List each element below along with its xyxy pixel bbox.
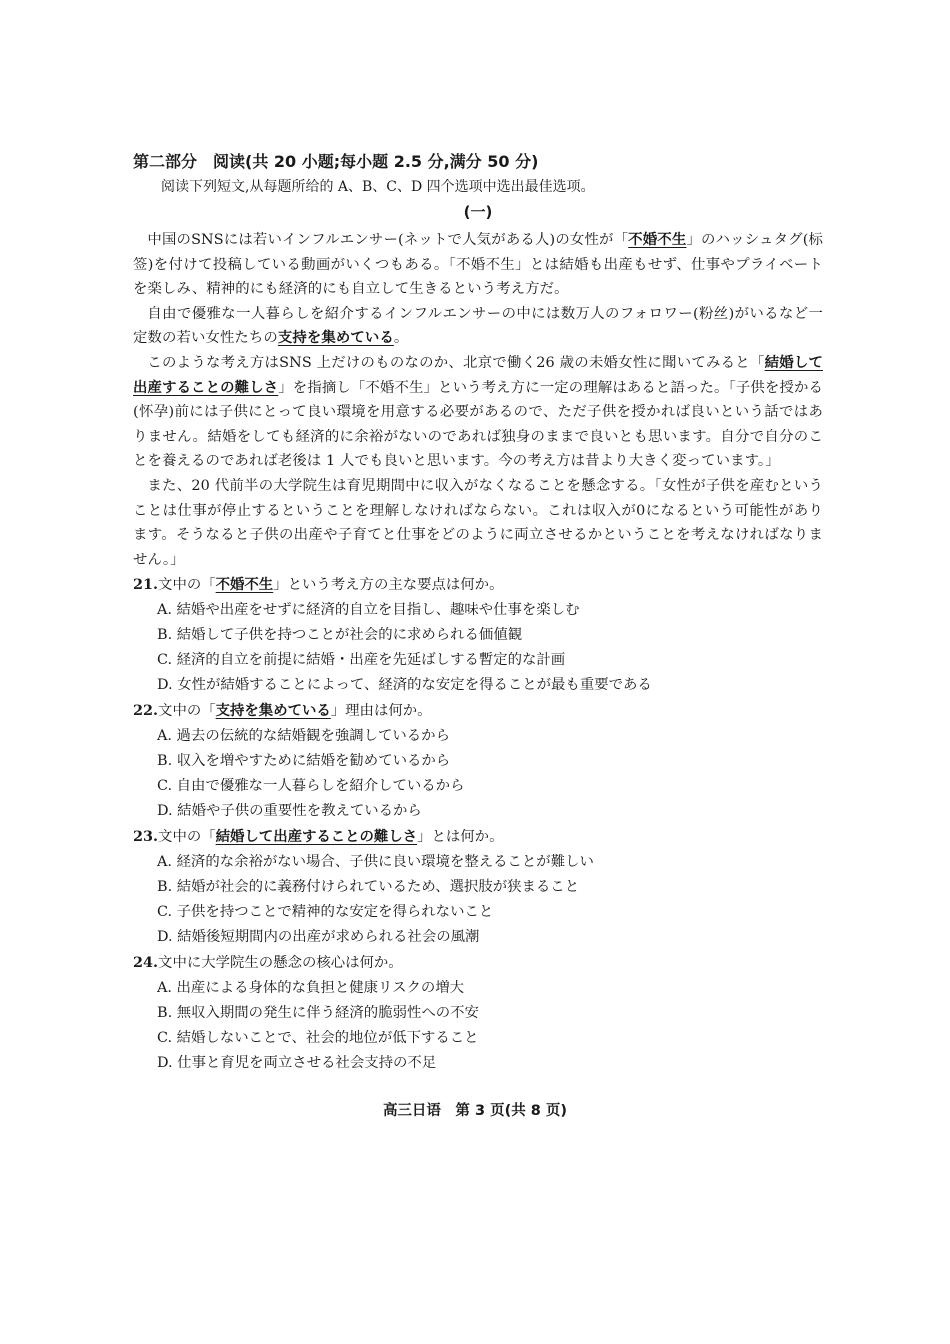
stem-text: 」という考え方の主な要点は何か。 [273, 577, 504, 594]
stem-text: 文中に大学院生の懸念の核心は何か。 [158, 955, 403, 972]
passage-paragraph [133, 302, 823, 351]
highlighted-term: 不婚不生 [628, 231, 687, 248]
passage-number: (一) [463, 203, 493, 221]
highlighted-term: 支持を集めている [277, 329, 394, 347]
question-number: 22. [133, 702, 159, 720]
option-d[interactable]: D. 結婚や子供の重要性を教えているから [157, 803, 422, 820]
option-b[interactable]: B. 無収入期間の発生に伴う経済的脆弱性への不安 [157, 1005, 479, 1022]
stem-text: 」とは何か。 [417, 829, 504, 846]
highlighted-term: 結婚して出産することの難しさ [133, 353, 823, 396]
reading-passage [133, 228, 823, 572]
question-number: 23. [133, 828, 159, 846]
highlighted-term: 不婚不生 [215, 576, 274, 594]
stem-text: 文中の「 [158, 703, 216, 720]
passage-paragraph [133, 228, 823, 302]
question-stem [133, 824, 823, 850]
option-c[interactable]: C. 経済的自立を前提に結婚・出産を先延ばしする暫定的な計画 [157, 652, 566, 669]
option-d[interactable]: D. 仕事と育児を両立させる社会支持の不足 [157, 1055, 437, 1072]
instructions: 阅读下列短文,从每题所给的 A、B、C、D 四个选项中选出最佳选项。 [161, 179, 595, 195]
question-number: 21. [133, 576, 159, 594]
question-number: 24. [133, 954, 159, 972]
highlighted-term: 結婚して出産することの難しさ [215, 828, 418, 846]
question-stem [133, 698, 823, 724]
question-24 [133, 950, 823, 1076]
passage-paragraph [133, 474, 823, 572]
option-a[interactable]: A. 過去の伝統的な結婚観を強調しているから [157, 728, 450, 745]
stem-text: 文中の「 [158, 829, 216, 846]
question-22 [133, 698, 823, 824]
section-title: 第二部分 阅读(共 20 小题;每小题 2.5 分,满分 50 分) [133, 152, 539, 171]
stem-text: 文中の「 [158, 577, 216, 594]
question-stem [133, 572, 823, 598]
passage-text: 。 [393, 330, 409, 347]
passage-paragraph [133, 351, 823, 474]
option-c[interactable]: C. 自由で優雅な一人暮らしを紹介しているから [157, 778, 465, 795]
passage-text: また、20 代前半の大学院生は育児期間中に収入がなくなることを懸念する。「女性が子供を産むということは仕事が停止するということを理解しなければならない。これは収入が0になるという可能性があります。そうなると子供の出産や子育てと仕事をどのように両立させるかということを考えなければなりません。」 [133, 477, 823, 568]
option-d[interactable]: D. 女性が結婚することによって、経済的な安定を得ることが最も重要である [157, 677, 652, 694]
option-b[interactable]: B. 結婚して子供を持つことが社会的に求められる価値観 [157, 627, 523, 644]
option-d[interactable]: D. 結婚後短期間内の出産が求められる社会の風潮 [157, 929, 480, 946]
highlighted-term: 支持を集めている [215, 702, 331, 720]
page-footer: 高三日语 第 3 页(共 8 页) [382, 1103, 568, 1119]
option-a[interactable]: A. 経済的な余裕がない場合、子供に良い環境を整えることが難しい [157, 854, 594, 871]
option-c[interactable]: C. 結婚しないことで、社会的地位が低下すること [157, 1030, 479, 1047]
page-content [133, 150, 823, 1076]
passage-text: 自由で優雅な一人暮らしを紹介するインフルエンサーの中には数万人のフォロワー(粉丝)がいるなど一定数の若い女性たちの [133, 305, 823, 347]
option-c[interactable]: C. 子供を持つことで精神的な安定を得られないこと [157, 904, 494, 921]
option-a[interactable]: A. 出産による身体的な負担と健康リスクの増大 [157, 980, 465, 997]
passage-text: 」を指摘し「不婚不生」という考え方に一定の理解はあると語った。「子供を授かる(怀孕)前には子供にとって良い環境を用意する必要があるので、ただ子供を授かれば良いという話ではありません。結婚をしても経済的に余裕がないのであれば独身のままで良いとも思います。自分で自分のことを養えるのであれば老後は 1 人でも良いと思います。今の考え方は昔より大きく変っています。」 [133, 379, 823, 470]
question-list [133, 572, 823, 1076]
option-a[interactable]: A. 結婚や出産をせずに経済的自立を目指し、趣味や仕事を楽しむ [157, 602, 580, 619]
passage-text: 」のハッシュタグ(标签)を付けて投稿している動画がいくつもある。「不婚不生」とは結婚も出産もせず、仕事やプライベートを楽しみ、精神的にも経済的にも自立して生きるという考え方だ。 [133, 232, 824, 298]
option-b[interactable]: B. 結婚が社会的に義務付けられているため、選択肢が狭まること [157, 879, 580, 896]
question-23 [133, 824, 823, 950]
question-21 [133, 572, 823, 698]
passage-text: 中国のSNSには若いインフルエンサー(ネットで人気がある人)の女性が「 [147, 232, 629, 248]
stem-text: 」理由は何か。 [330, 703, 432, 720]
question-stem [133, 950, 823, 976]
passage-text: このような考え方はSNS 上だけのものなのか、北京で働く26 歳の未婚女性に聞いてみると「 [147, 354, 765, 371]
option-b[interactable]: B. 収入を増やすために結婚を勧めているから [157, 753, 451, 770]
